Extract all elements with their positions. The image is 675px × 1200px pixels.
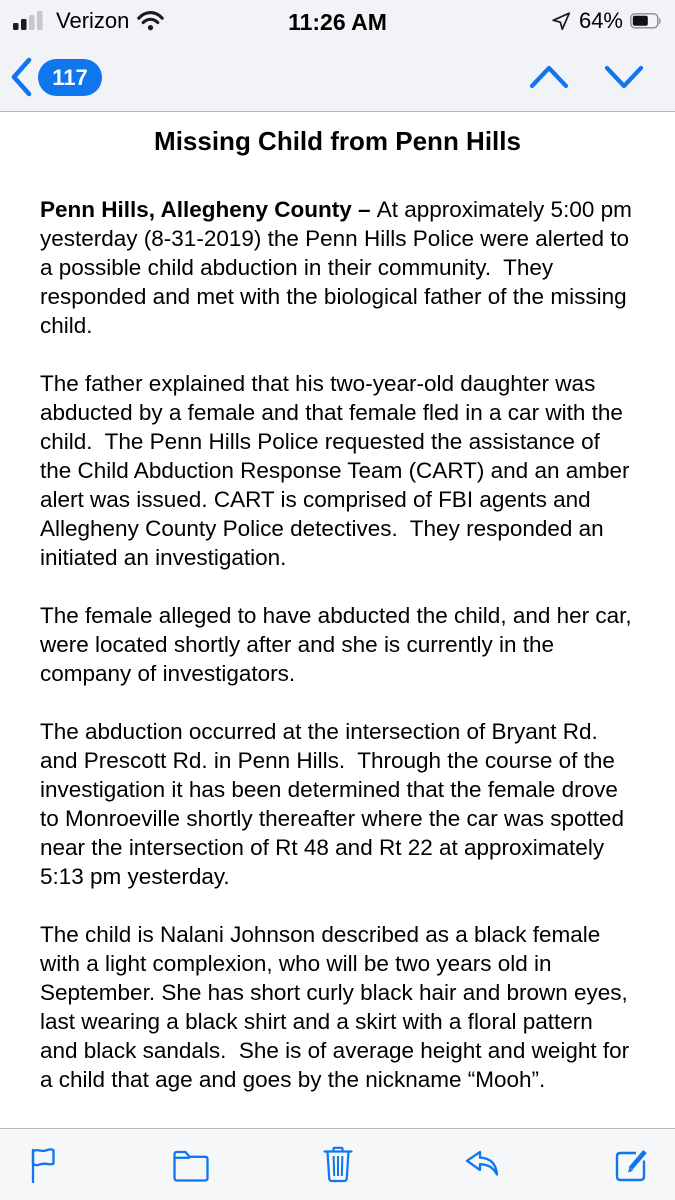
- paragraph-text: The female alleged to have abducted the child, and her car, were located shortly after and she is currently in the company of investigators.: [40, 603, 638, 686]
- flag-button[interactable]: [20, 1141, 68, 1189]
- email-paragraph: [40, 369, 635, 572]
- trash-icon: [316, 1143, 360, 1187]
- paragraph-text: The abduction occurred at the intersection of Bryant Rd. and Prescott Rd. in Penn Hills. Through the course of the investigation it has been determined that the female drove to Monroeville shortly thereafter where the car was spotted near the intersection of Rt 48 and Rt 22 at approximately 5:13 pm yesterday.: [40, 719, 631, 889]
- battery-icon: [630, 13, 663, 29]
- email-body[interactable]: [0, 112, 675, 1128]
- email-paragraph: [40, 717, 635, 891]
- mail-nav-bar: [0, 44, 675, 111]
- chevron-down-icon[interactable]: [601, 60, 647, 94]
- back-chevron-icon[interactable]: [8, 55, 34, 99]
- reply-button[interactable]: [460, 1141, 508, 1189]
- top-chrome: [0, 0, 675, 112]
- flag-icon: [22, 1143, 66, 1187]
- email-paragraph: [40, 920, 635, 1094]
- battery-percent-label: 64%: [578, 8, 623, 33]
- status-bar: [0, 0, 675, 44]
- email-paragraph: [40, 195, 639, 340]
- email-paragraph: [40, 601, 638, 688]
- reply-icon: [462, 1143, 506, 1187]
- clock: 11:26 AM: [288, 9, 387, 35]
- compose-button[interactable]: [607, 1141, 655, 1189]
- compose-icon: [609, 1143, 653, 1187]
- paragraph-text: At approximately 5:00 pm yesterday (8-31-2019) the Penn Hills Police were alerted to a possible child abduction in their community. They responded and met with the biological father of the missing child.: [40, 197, 639, 338]
- folder-icon: [169, 1143, 213, 1187]
- carrier-label: Verizon: [56, 8, 130, 33]
- mail-toolbar: [0, 1128, 675, 1200]
- paragraph-text: The father explained that his two-year-old daughter was abducted by a female and that female fled in a car with the child. The Penn Hills Police requested the assistance of the Child Abduction Response Team (CART) and an amber alert was issued. CART is comprised of FBI agents and Allegheny County Police detectives. They responded an initiated an investigation.: [40, 371, 636, 570]
- location-arrow-icon: [550, 10, 572, 32]
- paragraph-text: The child is Nalani Johnson described as a black female with a light complexion, who will be two years old in September. She has short curly black hair and brown eyes, last wearing a black shirt and a skirt with a floral pattern and black sandals. She is of average height and weight for a child that age and goes by the nickname “Mooh”.: [40, 922, 636, 1092]
- chevron-up-icon[interactable]: [526, 60, 572, 94]
- paragraph-bold-lead: Penn Hills, Allegheny County –: [40, 197, 377, 222]
- email-title: Missing Child from Penn Hills: [154, 126, 521, 156]
- status-right: [550, 8, 663, 34]
- move-to-folder-button[interactable]: [167, 1141, 215, 1189]
- unread-count-badge[interactable]: 117: [38, 59, 102, 96]
- trash-button[interactable]: [314, 1141, 362, 1189]
